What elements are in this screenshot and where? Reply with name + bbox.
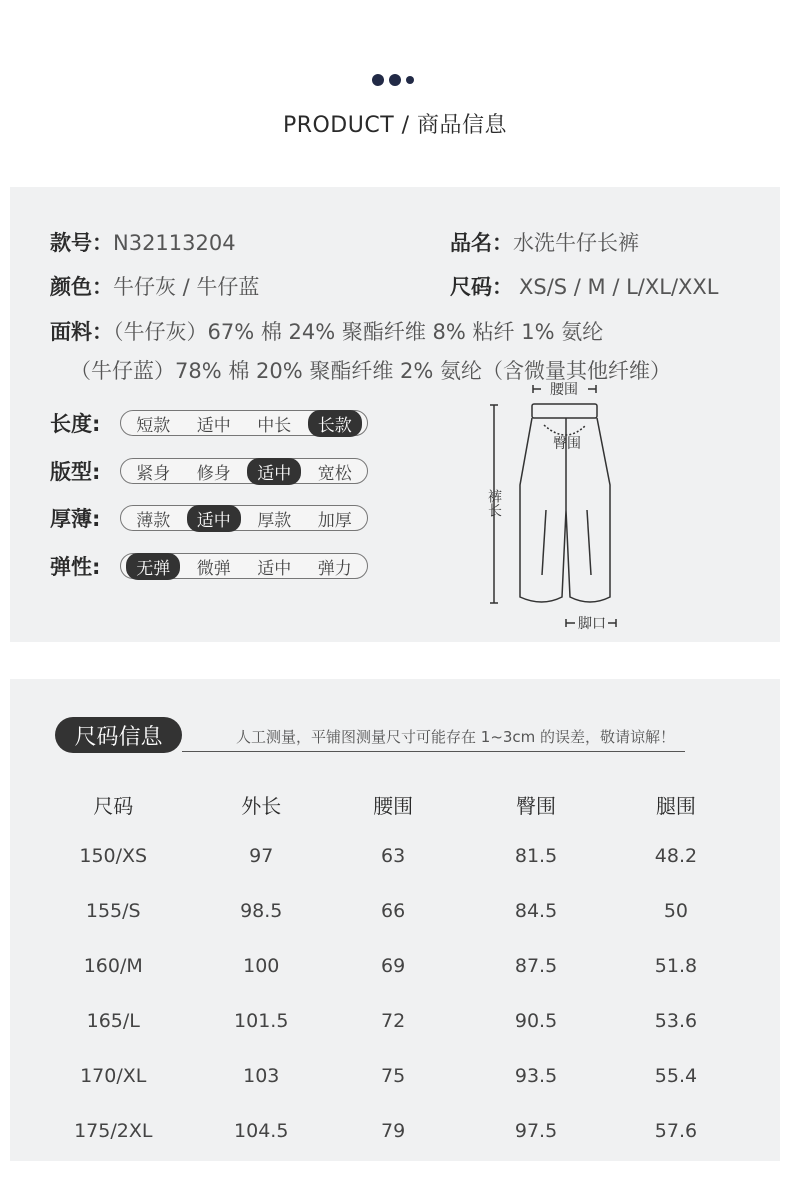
- table-cell: 48.2: [654, 844, 698, 867]
- header-cell: 腰围: [373, 793, 414, 818]
- table-row: [40, 883, 730, 938]
- hem-label: 脚口: [578, 616, 606, 632]
- attribute-scale: [120, 458, 368, 484]
- table-cell: 97.5: [514, 1119, 558, 1142]
- dot-icon: [406, 76, 414, 84]
- attribute-option-selected: 适中: [247, 458, 301, 485]
- attribute-option: 宽松: [317, 463, 352, 484]
- table-row: [40, 938, 730, 993]
- pants-diagram: [480, 375, 630, 635]
- header-cell: 外长: [241, 793, 282, 818]
- attribute-label: 版型:: [50, 460, 101, 484]
- table-row: [40, 993, 730, 1048]
- product-size: 尺码： XS/S / M / L/XL/XXL: [450, 275, 719, 299]
- table-cell: 100: [243, 954, 280, 977]
- table-row: [40, 1048, 730, 1103]
- table-cell: 50: [663, 899, 689, 922]
- table-cell: 53.6: [654, 1009, 698, 1032]
- attribute-option: 弹力: [317, 558, 352, 579]
- product-color: 颜色：牛仔灰 / 牛仔蓝: [50, 275, 260, 299]
- table-cell: 160/M: [83, 954, 143, 977]
- header-dots: [372, 74, 414, 86]
- table-cell: 103: [243, 1064, 280, 1087]
- attribute-option-selected: 无弹: [126, 553, 180, 580]
- table-cell: 66: [380, 899, 406, 922]
- table-row: [40, 828, 730, 883]
- divider: [182, 751, 685, 752]
- table-cell: 75: [380, 1064, 406, 1087]
- attribute-label: 弹性:: [50, 555, 101, 579]
- fabric-line-2: （牛仔蓝）78% 棉 20% 聚酯纤维 2% 氨纶（含微量其他纤维）: [70, 359, 672, 383]
- attribute-option: 修身: [196, 463, 231, 484]
- table-cell: 101.5: [234, 1009, 289, 1032]
- attribute-option: 适中: [257, 558, 292, 579]
- size-table: [40, 780, 730, 1158]
- table-cell: 55.4: [654, 1064, 698, 1087]
- attribute-row: [50, 408, 368, 438]
- attribute-row: [50, 551, 368, 581]
- table-cell: 81.5: [514, 844, 558, 867]
- header-cell: 尺码: [93, 793, 134, 818]
- style-no: 款号：N32113204: [50, 231, 236, 255]
- table-cell: 87.5: [514, 954, 558, 977]
- size-table-header: [40, 780, 730, 828]
- table-cell: 165/L: [86, 1009, 140, 1032]
- size-note: 人工测量，平铺图测量尺寸可能存在 1~3cm 的误差，敬请谅解！: [236, 728, 676, 746]
- table-cell: 79: [380, 1119, 406, 1142]
- table-cell: 104.5: [234, 1119, 289, 1142]
- waist-label: 腰围: [550, 382, 578, 398]
- table-cell: 97: [249, 844, 274, 867]
- table-cell: 57.6: [654, 1119, 698, 1142]
- attribute-row: [50, 456, 368, 486]
- table-cell: 150/XS: [79, 844, 148, 867]
- attribute-label: 厚薄:: [50, 507, 101, 531]
- table-cell: 98.5: [240, 899, 283, 922]
- table-cell: 175/2XL: [74, 1119, 153, 1142]
- attribute-option: 厚款: [257, 510, 292, 531]
- attribute-option-selected: 适中: [187, 505, 241, 532]
- attribute-option: 加厚: [317, 510, 352, 531]
- table-cell: 84.5: [514, 899, 558, 922]
- hip-label: 臀围: [553, 436, 581, 452]
- dot-icon: [372, 74, 384, 86]
- length-label: 裤长: [486, 489, 502, 517]
- header-cell: 腿围: [655, 793, 696, 818]
- attribute-option: 微弹: [196, 558, 231, 579]
- attribute-label: 长度:: [50, 412, 101, 436]
- fabric-line-1: 面料：（牛仔灰）67% 棉 24% 聚酯纤维 8% 粘纤 1% 氨纶: [50, 320, 604, 344]
- header-cell: 臀围: [516, 793, 557, 818]
- attribute-option: 紧身: [136, 463, 171, 484]
- attribute-option-selected: 长款: [308, 410, 362, 437]
- table-cell: 93.5: [514, 1064, 558, 1087]
- product-name: 品名：水洗牛仔长裤: [450, 231, 639, 255]
- attribute-option: 短款: [136, 415, 171, 436]
- table-cell: 51.8: [654, 954, 698, 977]
- attribute-scale: [120, 553, 368, 579]
- dot-icon: [389, 74, 401, 86]
- table-cell: 63: [380, 844, 406, 867]
- table-cell: 170/XL: [80, 1064, 147, 1087]
- table-cell: 90.5: [514, 1009, 558, 1032]
- attribute-row: [50, 503, 368, 533]
- table-cell: 155/S: [85, 899, 141, 922]
- attribute-scale: [120, 410, 368, 436]
- table-cell: 72: [380, 1009, 406, 1032]
- table-row: [40, 1103, 730, 1158]
- attribute-option: 中长: [257, 415, 292, 436]
- section-title: PRODUCT / 商品信息: [282, 113, 508, 138]
- attribute-option: 薄款: [136, 510, 171, 531]
- size-info-tag: 尺码信息: [55, 717, 182, 753]
- attribute-scale: [120, 505, 368, 531]
- table-cell: 69: [380, 954, 406, 977]
- attribute-option: 适中: [196, 415, 231, 436]
